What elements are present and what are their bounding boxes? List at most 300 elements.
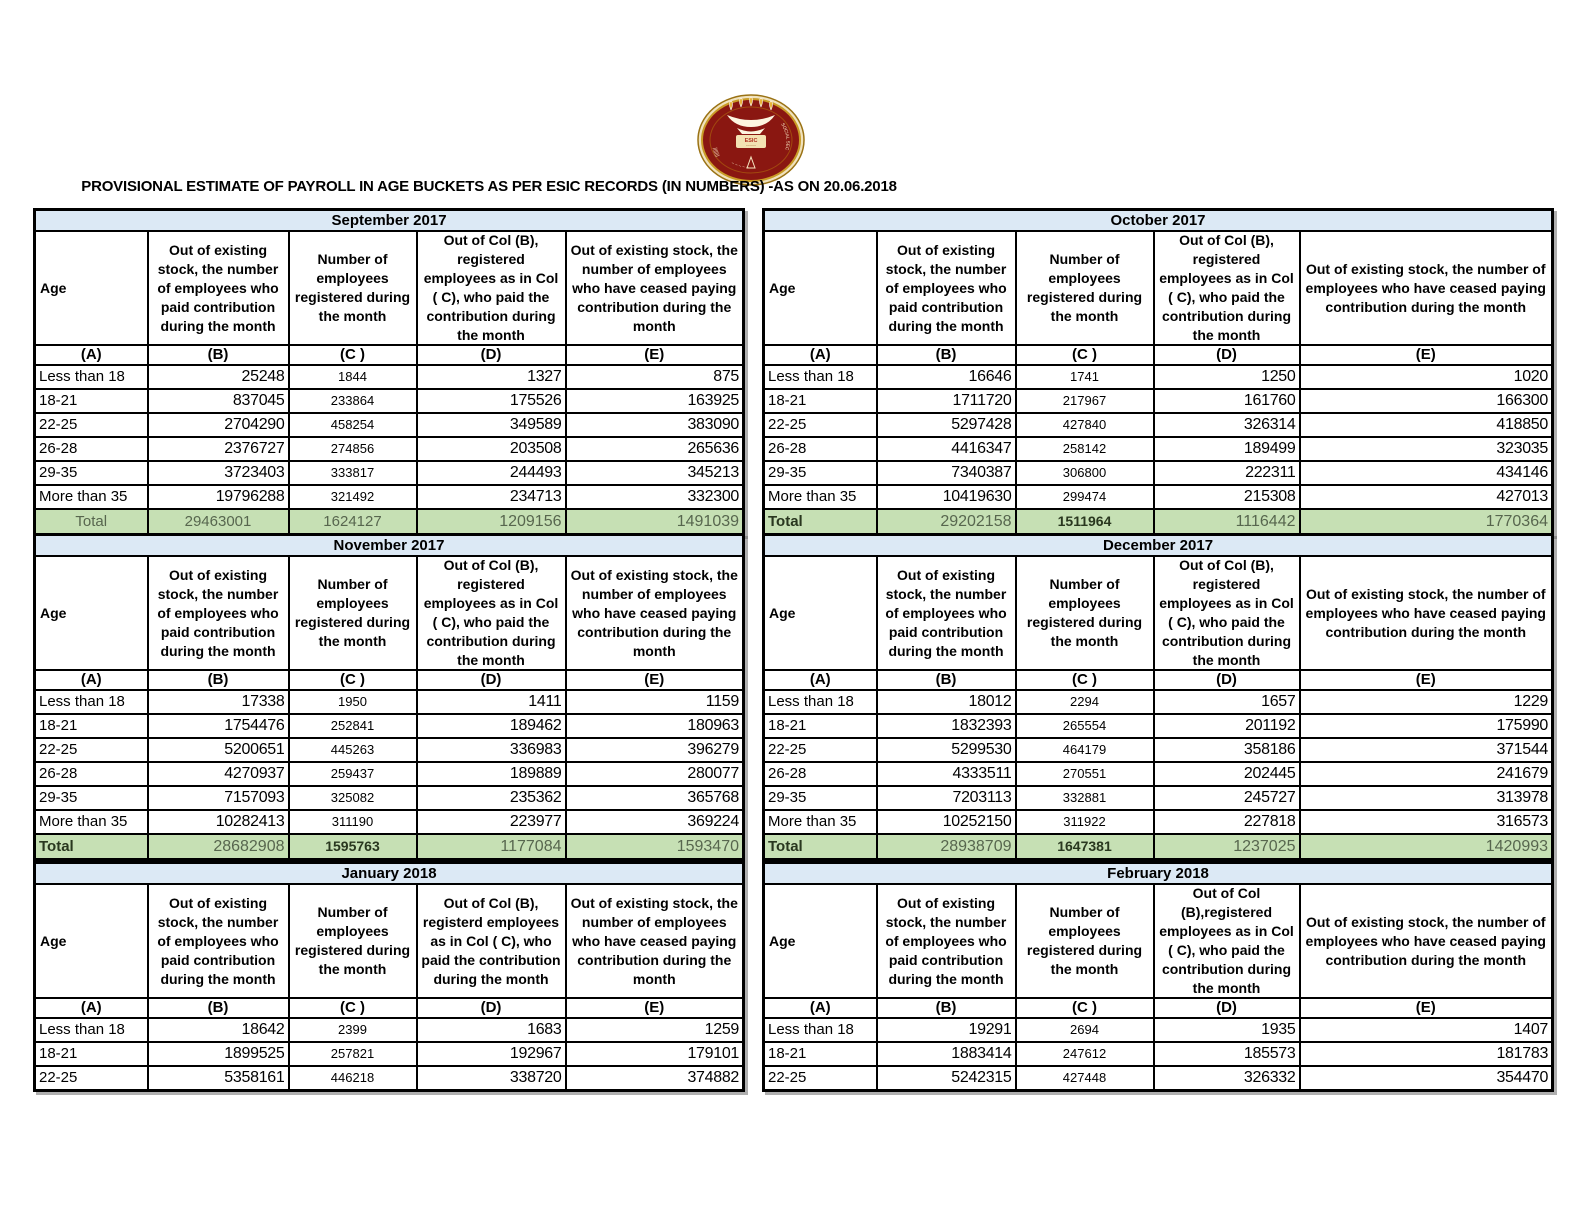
- column-letter: (D): [1154, 998, 1300, 1018]
- value-cell-e: 175990: [1300, 714, 1553, 738]
- value-cell-c: 427840: [1016, 413, 1154, 437]
- value-cell-e: 418850: [1300, 413, 1553, 437]
- column-letter: (E): [1300, 998, 1553, 1018]
- total-row: [764, 509, 1553, 535]
- value-cell-d: 215308: [1154, 485, 1300, 509]
- column-letter: (A): [764, 998, 877, 1018]
- value-cell-e: 1020: [1300, 365, 1553, 389]
- month-header-row: [764, 863, 1553, 885]
- age-column-header: Age: [35, 556, 148, 670]
- table-anchor-september-2017: [33, 208, 745, 536]
- value-cell-b: 2376727: [148, 437, 289, 461]
- age-column-header: Age: [764, 556, 877, 670]
- column-header-e: Out of existing stock, the number of employees who have ceased paying contribution during the month: [1300, 884, 1553, 998]
- value-cell-d: 1411: [417, 690, 566, 714]
- value-cell-b: 17338: [148, 690, 289, 714]
- value-cell-c: 306800: [1016, 461, 1154, 485]
- value-cell-e: 365768: [566, 786, 744, 810]
- total-value-cell-c: 1595763: [289, 834, 417, 860]
- column-header-c: Number of employees registered during the month: [1016, 884, 1154, 998]
- total-value-cell-e: 1593470: [566, 834, 744, 860]
- value-cell-e: 166300: [1300, 389, 1553, 413]
- value-cell-e: 396279: [566, 738, 744, 762]
- table-row: [35, 810, 744, 834]
- column-letter: (C ): [289, 998, 417, 1018]
- table-anchor-december-2017: [762, 533, 1554, 861]
- table-row: [764, 1018, 1553, 1042]
- value-cell-c: 265554: [1016, 714, 1154, 738]
- value-cell-d: 185573: [1154, 1042, 1300, 1066]
- table-row: [35, 690, 744, 714]
- value-cell-e: 313978: [1300, 786, 1553, 810]
- column-header-row: [764, 556, 1553, 670]
- month-title: February 2018: [764, 863, 1553, 885]
- value-cell-d: 203508: [417, 437, 566, 461]
- table-row: [764, 762, 1553, 786]
- value-cell-d: 1250: [1154, 365, 1300, 389]
- table-row: [764, 690, 1553, 714]
- column-letter: (D): [417, 345, 566, 365]
- value-cell-b: 19291: [877, 1018, 1016, 1042]
- value-cell-b: 1899525: [148, 1042, 289, 1066]
- column-letter: (C ): [1016, 670, 1154, 690]
- value-cell-d: 202445: [1154, 762, 1300, 786]
- total-label-cell: Total: [35, 509, 148, 535]
- age-cell: 29-35: [35, 786, 148, 810]
- column-header-row: [35, 884, 744, 998]
- value-cell-d: 201192: [1154, 714, 1300, 738]
- total-value-cell-b: 29202158: [877, 509, 1016, 535]
- age-column-header: Age: [764, 231, 877, 345]
- table-row: [764, 1066, 1553, 1091]
- month-header-row: [35, 210, 744, 232]
- value-cell-e: 316573: [1300, 810, 1553, 834]
- age-column-header: Age: [35, 231, 148, 345]
- value-cell-e: 374882: [566, 1066, 744, 1091]
- value-cell-b: 10282413: [148, 810, 289, 834]
- column-header-d: Out of Col (B), registered employees as in Col ( C), who paid the contribution during the month: [1154, 556, 1300, 670]
- value-cell-d: 192967: [417, 1042, 566, 1066]
- total-value-cell-c: 1647381: [1016, 834, 1154, 860]
- value-cell-e: 345213: [566, 461, 744, 485]
- value-cell-b: 10419630: [877, 485, 1016, 509]
- value-cell-e: 163925: [566, 389, 744, 413]
- value-cell-e: 1407: [1300, 1018, 1553, 1042]
- esic-logo-image: [697, 94, 805, 186]
- column-letter: (E): [566, 998, 744, 1018]
- age-cell: 26-28: [764, 762, 877, 786]
- column-header-e: Out of existing stock, the number of employees who have ceased paying contribution during the month: [1300, 556, 1553, 670]
- month-table-february-2018: [762, 861, 1554, 1092]
- age-cell: 26-28: [764, 437, 877, 461]
- value-cell-b: 3723403: [148, 461, 289, 485]
- value-cell-e: 371544: [1300, 738, 1553, 762]
- value-cell-c: 1741: [1016, 365, 1154, 389]
- value-cell-c: 321492: [289, 485, 417, 509]
- value-cell-c: 247612: [1016, 1042, 1154, 1066]
- value-cell-b: 1832393: [877, 714, 1016, 738]
- column-letter: (B): [148, 998, 289, 1018]
- value-cell-d: 189462: [417, 714, 566, 738]
- value-cell-e: 427013: [1300, 485, 1553, 509]
- value-cell-e: 280077: [566, 762, 744, 786]
- page-title: PROVISIONAL ESTIMATE OF PAYROLL IN AGE BUCKETS AS PER ESIC RECORDS (IN NUMBERS) -AS ON 20.06.2018: [81, 178, 897, 195]
- value-cell-d: 326332: [1154, 1066, 1300, 1091]
- value-cell-c: 252841: [289, 714, 417, 738]
- table-row: [764, 413, 1553, 437]
- value-cell-c: 2294: [1016, 690, 1154, 714]
- total-value-cell-d: 1116442: [1154, 509, 1300, 535]
- value-cell-e: 875: [566, 365, 744, 389]
- age-cell: 22-25: [764, 413, 877, 437]
- table-row: [35, 1018, 744, 1042]
- value-cell-e: 1229: [1300, 690, 1553, 714]
- value-cell-d: 189499: [1154, 437, 1300, 461]
- column-letter: (D): [1154, 670, 1300, 690]
- value-cell-c: 1950: [289, 690, 417, 714]
- table-row: [764, 485, 1553, 509]
- value-cell-b: 5358161: [148, 1066, 289, 1091]
- total-value-cell-d: 1237025: [1154, 834, 1300, 860]
- value-cell-d: 1327: [417, 365, 566, 389]
- table-row: [35, 786, 744, 810]
- value-cell-c: 2399: [289, 1018, 417, 1042]
- value-cell-c: 233864: [289, 389, 417, 413]
- age-cell: Less than 18: [35, 365, 148, 389]
- table-row: [764, 461, 1553, 485]
- value-cell-c: 257821: [289, 1042, 417, 1066]
- value-cell-d: 245727: [1154, 786, 1300, 810]
- value-cell-c: 2694: [1016, 1018, 1154, 1042]
- month-title: November 2017: [35, 535, 744, 557]
- value-cell-e: 265636: [566, 437, 744, 461]
- column-letter: (D): [417, 998, 566, 1018]
- age-cell: 29-35: [764, 786, 877, 810]
- table-anchor-october-2017: [762, 208, 1554, 536]
- value-cell-d: 223977: [417, 810, 566, 834]
- value-cell-d: 244493: [417, 461, 566, 485]
- total-value-cell-c: 1624127: [289, 509, 417, 535]
- table-row: [764, 714, 1553, 738]
- value-cell-c: 325082: [289, 786, 417, 810]
- value-cell-d: 161760: [1154, 389, 1300, 413]
- table-row: [764, 389, 1553, 413]
- value-cell-b: 7203113: [877, 786, 1016, 810]
- value-cell-d: 234713: [417, 485, 566, 509]
- value-cell-e: 323035: [1300, 437, 1553, 461]
- total-label-cell: Total: [764, 834, 877, 860]
- column-header-b: Out of existing stock, the number of employees who paid contribution during the month: [148, 884, 289, 998]
- column-header-b: Out of existing stock, the number of employees who paid contribution during the month: [877, 556, 1016, 670]
- age-cell: More than 35: [35, 810, 148, 834]
- month-title: January 2018: [35, 863, 744, 885]
- column-letter: (C ): [1016, 345, 1154, 365]
- value-cell-e: 1259: [566, 1018, 744, 1042]
- value-cell-c: 1844: [289, 365, 417, 389]
- column-letter-row: [35, 998, 744, 1018]
- total-value-cell-e: 1491039: [566, 509, 744, 535]
- value-cell-b: 4416347: [877, 437, 1016, 461]
- table-row: [764, 437, 1553, 461]
- table-row: [35, 762, 744, 786]
- value-cell-d: 326314: [1154, 413, 1300, 437]
- column-header-e: Out of existing stock, the number of employees who have ceased paying contribution during the month: [566, 556, 744, 670]
- esic-banner-script: ~~~~~: [745, 143, 757, 148]
- value-cell-c: 259437: [289, 762, 417, 786]
- column-letter: (A): [764, 345, 877, 365]
- table-row: [35, 461, 744, 485]
- value-cell-b: 18642: [148, 1018, 289, 1042]
- table-anchor-february-2018: [762, 861, 1554, 1092]
- column-letter-row: [35, 345, 744, 365]
- value-cell-b: 1883414: [877, 1042, 1016, 1066]
- column-header-d: Out of Col (B), registered employees as in Col ( C), who paid the contribution during the month: [1154, 231, 1300, 345]
- age-cell: 22-25: [35, 413, 148, 437]
- table-row: [35, 1066, 744, 1091]
- column-header-e: Out of existing stock, the number of employees who have ceased paying contribution during the month: [566, 884, 744, 998]
- value-cell-b: 5299530: [877, 738, 1016, 762]
- value-cell-d: 222311: [1154, 461, 1300, 485]
- total-row: [764, 834, 1553, 860]
- age-cell: 29-35: [35, 461, 148, 485]
- table-anchor-january-2018: [33, 861, 745, 1092]
- value-cell-b: 10252150: [877, 810, 1016, 834]
- value-cell-c: 270551: [1016, 762, 1154, 786]
- logo-arc-bottom-text: ~ ~ ~ ~ ~: [730, 160, 749, 170]
- value-cell-b: 1711720: [877, 389, 1016, 413]
- value-cell-d: 336983: [417, 738, 566, 762]
- column-letter: (B): [877, 345, 1016, 365]
- age-cell: Less than 18: [764, 1018, 877, 1042]
- column-letter-row: [764, 345, 1553, 365]
- month-table-january-2018: [33, 861, 745, 1092]
- value-cell-b: 5200651: [148, 738, 289, 762]
- value-cell-d: 1935: [1154, 1018, 1300, 1042]
- value-cell-c: 332881: [1016, 786, 1154, 810]
- value-cell-e: 241679: [1300, 762, 1553, 786]
- column-header-row: [35, 231, 744, 345]
- total-value-cell-c: 1511964: [1016, 509, 1154, 535]
- value-cell-c: 427448: [1016, 1066, 1154, 1091]
- age-cell: 22-25: [35, 738, 148, 762]
- value-cell-e: 332300: [566, 485, 744, 509]
- month-title: September 2017: [35, 210, 744, 232]
- value-cell-d: 338720: [417, 1066, 566, 1091]
- column-letter: (E): [566, 345, 744, 365]
- column-letter-row: [764, 670, 1553, 690]
- table-row: [764, 786, 1553, 810]
- total-value-cell-e: 1770364: [1300, 509, 1553, 535]
- column-letter: (B): [148, 345, 289, 365]
- column-header-d: Out of Col (B),registered employees as in Col ( C), who paid the contribution during the month: [1154, 884, 1300, 998]
- value-cell-b: 7340387: [877, 461, 1016, 485]
- age-cell: 18-21: [764, 389, 877, 413]
- table-row: [35, 1042, 744, 1066]
- column-letter-row: [35, 670, 744, 690]
- value-cell-b: 4270937: [148, 762, 289, 786]
- age-cell: 22-25: [764, 738, 877, 762]
- age-cell: 18-21: [35, 389, 148, 413]
- table-row: [35, 437, 744, 461]
- table-row: [764, 1042, 1553, 1066]
- value-cell-e: 369224: [566, 810, 744, 834]
- column-letter: (E): [566, 670, 744, 690]
- column-header-c: Number of employees registered during the month: [289, 884, 417, 998]
- column-header-d: Out of Col (B), registered employees as in Col ( C), who paid the contribution during the month: [417, 231, 566, 345]
- month-table-september-2017: [33, 208, 745, 536]
- month-title: December 2017: [764, 535, 1553, 557]
- value-cell-c: 217967: [1016, 389, 1154, 413]
- column-letter: (D): [417, 670, 566, 690]
- value-cell-d: 235362: [417, 786, 566, 810]
- column-letter: (C ): [1016, 998, 1154, 1018]
- value-cell-c: 446218: [289, 1066, 417, 1091]
- month-title: October 2017: [764, 210, 1553, 232]
- value-cell-c: 445263: [289, 738, 417, 762]
- age-cell: Less than 18: [764, 365, 877, 389]
- total-value-cell-d: 1177084: [417, 834, 566, 860]
- table-row: [35, 413, 744, 437]
- total-value-cell-b: 28682908: [148, 834, 289, 860]
- column-header-e: Out of existing stock, the number of employees who have ceased paying contribution during the month: [566, 231, 744, 345]
- table-row: [764, 738, 1553, 762]
- table-row: [35, 738, 744, 762]
- esic-logo-text: ESIC: [744, 138, 758, 144]
- age-cell: Less than 18: [35, 690, 148, 714]
- age-cell: 18-21: [35, 714, 148, 738]
- column-letter: (D): [1154, 345, 1300, 365]
- value-cell-c: 299474: [1016, 485, 1154, 509]
- column-letter: (A): [35, 345, 148, 365]
- column-header-b: Out of existing stock, the number of employees who paid contribution during the month: [148, 231, 289, 345]
- month-table-november-2017: [33, 533, 745, 861]
- value-cell-b: 2704290: [148, 413, 289, 437]
- table-row: [35, 365, 744, 389]
- column-header-e: Out of existing stock, the number of employees who have ceased paying contribution during the month: [1300, 231, 1553, 345]
- value-cell-e: 179101: [566, 1042, 744, 1066]
- column-header-row: [35, 556, 744, 670]
- total-value-cell-e: 1420993: [1300, 834, 1553, 860]
- value-cell-d: 175526: [417, 389, 566, 413]
- value-cell-e: 354470: [1300, 1066, 1553, 1091]
- value-cell-e: 434146: [1300, 461, 1553, 485]
- value-cell-b: 5242315: [877, 1066, 1016, 1091]
- age-cell: More than 35: [35, 485, 148, 509]
- month-table-october-2017: [762, 208, 1554, 536]
- column-header-d: Out of Col (B), registered employees as in Col ( C), who paid the contribution during the month: [417, 556, 566, 670]
- column-letter: (E): [1300, 670, 1553, 690]
- value-cell-d: 349589: [417, 413, 566, 437]
- column-header-row: [764, 884, 1553, 998]
- value-cell-b: 16646: [877, 365, 1016, 389]
- column-header-c: Number of employees registered during the month: [289, 231, 417, 345]
- age-cell: More than 35: [764, 485, 877, 509]
- month-header-row: [35, 863, 744, 885]
- age-cell: 22-25: [35, 1066, 148, 1091]
- column-letter-row: [764, 998, 1553, 1018]
- value-cell-b: 19796288: [148, 485, 289, 509]
- total-row: [35, 834, 744, 860]
- month-table-december-2017: [762, 533, 1554, 861]
- logo-arc-left-text: |||||||: [712, 146, 721, 158]
- value-cell-c: 311922: [1016, 810, 1154, 834]
- age-cell: Less than 18: [764, 690, 877, 714]
- column-letter: (C ): [289, 670, 417, 690]
- value-cell-d: 189889: [417, 762, 566, 786]
- value-cell-b: 18012: [877, 690, 1016, 714]
- value-cell-c: 464179: [1016, 738, 1154, 762]
- column-letter: (A): [764, 670, 877, 690]
- column-letter: (A): [35, 998, 148, 1018]
- age-cell: 26-28: [35, 437, 148, 461]
- value-cell-e: 383090: [566, 413, 744, 437]
- value-cell-d: 1657: [1154, 690, 1300, 714]
- column-letter: (B): [877, 998, 1016, 1018]
- age-column-header: Age: [35, 884, 148, 998]
- value-cell-d: 227818: [1154, 810, 1300, 834]
- column-header-c: Number of employees registered during the month: [289, 556, 417, 670]
- logo-arc-right-text: SOCIAL SEC: [780, 122, 791, 151]
- value-cell-b: 1754476: [148, 714, 289, 738]
- column-header-b: Out of existing stock, the number of employees who paid contribution during the month: [148, 556, 289, 670]
- age-column-header: Age: [764, 884, 877, 998]
- total-value-cell-b: 29463001: [148, 509, 289, 535]
- value-cell-c: 274856: [289, 437, 417, 461]
- column-letter: (B): [877, 670, 1016, 690]
- total-label-cell: Total: [35, 834, 148, 860]
- column-header-c: Number of employees registered during the month: [1016, 231, 1154, 345]
- column-letter: (E): [1300, 345, 1553, 365]
- column-header-d: Out of Col (B), registerd employees as in Col ( C), who paid the contribution during the month: [417, 884, 566, 998]
- value-cell-e: 181783: [1300, 1042, 1553, 1066]
- total-value-cell-b: 28938709: [877, 834, 1016, 860]
- age-cell: 22-25: [764, 1066, 877, 1091]
- month-header-row: [764, 210, 1553, 232]
- value-cell-c: 333817: [289, 461, 417, 485]
- total-row: [35, 509, 744, 535]
- age-cell: Less than 18: [35, 1018, 148, 1042]
- total-label-cell: Total: [764, 509, 877, 535]
- value-cell-e: 1159: [566, 690, 744, 714]
- month-header-row: [764, 535, 1553, 557]
- column-header-row: [764, 231, 1553, 345]
- age-cell: More than 35: [764, 810, 877, 834]
- age-cell: 18-21: [764, 1042, 877, 1066]
- table-row: [35, 485, 744, 509]
- age-cell: 18-21: [35, 1042, 148, 1066]
- column-header-c: Number of employees registered during the month: [1016, 556, 1154, 670]
- table-row: [764, 365, 1553, 389]
- table-row: [764, 810, 1553, 834]
- total-value-cell-d: 1209156: [417, 509, 566, 535]
- value-cell-d: 358186: [1154, 738, 1300, 762]
- value-cell-b: 7157093: [148, 786, 289, 810]
- value-cell-e: 180963: [566, 714, 744, 738]
- table-anchor-november-2017: [33, 533, 745, 861]
- value-cell-c: 311190: [289, 810, 417, 834]
- column-letter: (B): [148, 670, 289, 690]
- value-cell-b: 837045: [148, 389, 289, 413]
- value-cell-d: 1683: [417, 1018, 566, 1042]
- age-cell: 18-21: [764, 714, 877, 738]
- value-cell-c: 258142: [1016, 437, 1154, 461]
- value-cell-b: 5297428: [877, 413, 1016, 437]
- column-header-b: Out of existing stock, the number of employees who paid contribution during the month: [877, 884, 1016, 998]
- column-letter: (A): [35, 670, 148, 690]
- table-row: [35, 389, 744, 413]
- value-cell-b: 4333511: [877, 762, 1016, 786]
- value-cell-b: 25248: [148, 365, 289, 389]
